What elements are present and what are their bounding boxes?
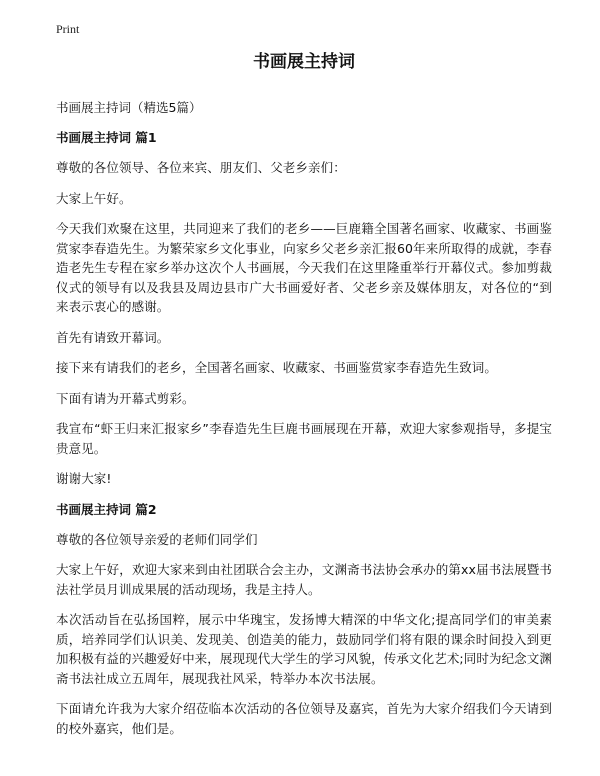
paragraph: 大家上午好，欢迎大家来到由社团联合会主办，文渊斋书法协会承办的第xx届书法展暨书法社学员月训成果展的活动现场，我是主持人。 xyxy=(56,562,552,597)
document-body xyxy=(56,50,552,749)
section-heading: 书画展主持词 篇2 xyxy=(56,501,157,517)
paragraph: 下面请允许我为大家介绍莅临本次活动的各位领导及嘉宾，首先为大家介绍我们今天请到的校外嘉宾，他们是。 xyxy=(56,701,552,736)
page-title: 书画展主持词 xyxy=(253,52,355,72)
section-1 xyxy=(56,128,552,489)
paragraph: 尊敬的各位领导、各位来宾、朋友们、父老乡亲们： xyxy=(56,160,346,175)
print-link[interactable]: Print xyxy=(56,22,80,36)
paragraph: 今天我们欢聚在这里，共同迎来了我们的老乡——巨鹿籍全国著名画家、收藏家、书画鉴赏家李春造先生。为繁荣家乡文化事业，向家乡父老乡亲汇报60年来所取得的成就，李春造老先生专程在家乡举办这次个人书画展，今天我们在这里隆重举行开幕仪式。参加剪裁仪式的领导有以及我县及周边县市广大书画爱好者、父老乡亲及媒体朋友，对各位的“到来表示衷心的感谢。 xyxy=(56,221,552,314)
paragraph: 下面有请为开幕式剪彩。 xyxy=(56,390,195,406)
section-heading: 书画展主持词 篇1 xyxy=(56,130,157,145)
paragraph: 谢谢大家! xyxy=(56,471,112,486)
paragraph: 首先有请致开幕词。 xyxy=(56,329,170,345)
paragraph: 我宣布“虾王归来汇报家乡”李春造先生巨鹿书画展现在开幕，欢迎大家参观指导，多提宝贵意见。 xyxy=(56,421,552,456)
paragraph: 尊敬的各位领导亲爱的老师们同学们 xyxy=(56,531,258,547)
paragraph: 大家上午好。 xyxy=(56,190,132,206)
document-subtitle: 书画展主持词（精选5篇） xyxy=(56,100,202,115)
paragraph: 接下来有请我们的老乡，全国著名画家、收藏家、书画鉴赏家李春造先生致词。 xyxy=(56,360,498,375)
section-2 xyxy=(56,500,552,739)
paragraph: 本次活动旨在弘扬国粹，展示中华瑰宝，发扬博大精深的中华文化;提高同学们的审美素质，培养同学们认识美、发现美、创造美的能力，鼓励同学们将有限的课余时间投入到更加积极有益的兴趣爱好中来，展现现代大学生的学习风貌，传承文化艺术;同时为纪念文渊斋书法社成立五周年，展现我社风采，特举办本次书法展。 xyxy=(56,612,552,686)
